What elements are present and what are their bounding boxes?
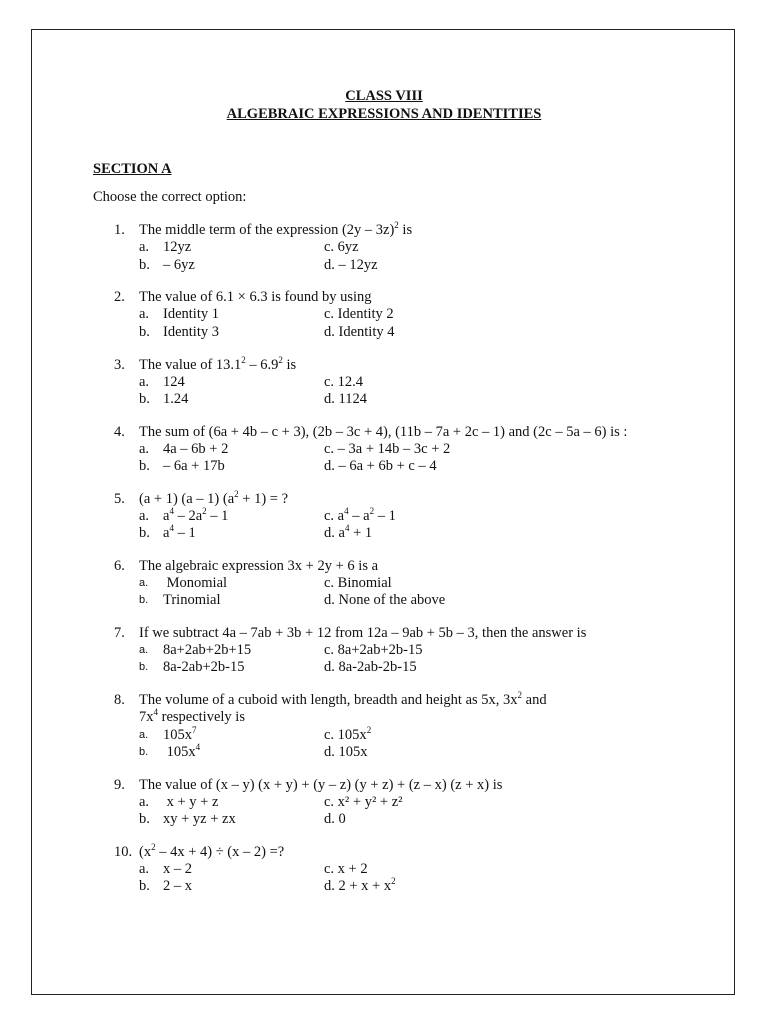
question-text: The value of $13.1^2 - 6.9^2$ is — [139, 355, 297, 373]
option-b-label: b. — [139, 257, 150, 273]
class-title: CLASS VIII — [345, 88, 423, 104]
question-text: The middle term of the expression (2y – 3z)$^2$ is — [139, 220, 413, 238]
option-b: 2 – x — [163, 878, 192, 894]
option-a-label: a. — [139, 239, 150, 255]
option-a-label: a. — [139, 729, 149, 741]
option-a-label: a. — [139, 794, 150, 810]
option-b-label: b. — [139, 324, 150, 340]
option-a: x + y + z — [163, 794, 219, 810]
option-d: d. $2 + x + x^2$ — [324, 876, 396, 894]
option-c: c. – 3a + 14b – 3c + 2 — [324, 441, 451, 457]
option-a: 8a+2ab+2b+15 — [163, 642, 252, 658]
option-c: c. x + 2 — [324, 861, 368, 877]
option-c: c. Binomial — [324, 575, 392, 591]
section-heading: SECTION A — [93, 161, 172, 177]
option-c: c. $105x^2$ — [324, 725, 372, 743]
question-number: 3. — [114, 357, 125, 373]
option-d: d. – 6a + 6b + c – 4 — [324, 458, 437, 474]
question-text: The value of (x – y) (x + y) + (y – z) (y + z) + (z – x) (z + x) is — [139, 777, 503, 793]
option-b: – 6a + 17b — [163, 458, 225, 474]
option-d: d. Identity 4 — [324, 324, 395, 340]
option-b: $a^4 - 1$ — [163, 523, 196, 541]
option-a-label: a. — [139, 306, 150, 322]
option-b: $105x^4$ — [163, 742, 201, 760]
option-a: Monomial — [163, 575, 228, 591]
option-b-label: b. — [139, 525, 150, 541]
option-c: c. $a^4 - a^2 - 1$ — [324, 506, 396, 524]
option-d: d. – 12yz — [324, 257, 378, 273]
option-b-label: b. — [139, 391, 150, 407]
option-a: Identity 1 — [163, 306, 219, 322]
option-a: x – 2 — [163, 861, 192, 877]
question-number: 9. — [114, 777, 125, 793]
option-c: c. x² + y² + z² — [324, 794, 403, 810]
option-b: 1.24 — [163, 391, 189, 407]
option-b-label: b. — [139, 746, 149, 758]
question-text: The volume of a cuboid with length, breadth and height as 5x, $3x^2$ and $7x^4$ respectively is — [139, 690, 547, 725]
option-a: 124 — [163, 374, 185, 390]
option-d: d. 1124 — [324, 391, 367, 407]
option-b: 8a-2ab+2b-15 — [163, 659, 245, 675]
question-number: 1. — [114, 222, 125, 238]
option-a-label: a. — [139, 374, 150, 390]
option-b: Identity 3 — [163, 324, 219, 340]
option-a-label: a. — [139, 441, 150, 457]
option-d: d. $a^4 + 1$ — [324, 523, 373, 541]
question-number: 2. — [114, 289, 125, 305]
option-c: c. 6yz — [324, 239, 359, 255]
option-a: $105x^7$ — [163, 725, 197, 743]
question-text: The value of 6.1 × 6.3 is found by using — [139, 289, 372, 305]
option-b-label: b. — [139, 458, 150, 474]
option-a: $a^4 - 2a^2 - 1$ — [163, 506, 229, 524]
question-number: 10. — [114, 844, 133, 860]
option-c: c. Identity 2 — [324, 306, 394, 322]
option-b-label: b. — [139, 878, 150, 894]
question-text: (a + 1) (a – 1) $(a^2 + 1)$ = ? — [139, 489, 289, 507]
option-a-label: a. — [139, 644, 149, 656]
question-number: 5. — [114, 491, 125, 507]
question-text: The sum of (6a + 4b – c + 3), (2b – 3c + 4), (11b – 7a + 2c – 1) and (2c – 5a – 6) is : — [139, 424, 628, 440]
option-b-label: b. — [139, 594, 149, 606]
question-number: 7. — [114, 625, 125, 641]
option-d: d. 105x — [324, 744, 368, 760]
option-d: d. None of the above — [324, 592, 446, 608]
question-text: The algebraic expression 3x + 2y + 6 is a — [139, 558, 379, 574]
option-a-label: a. — [139, 861, 150, 877]
option-b: Trinomial — [163, 592, 221, 608]
question-number: 6. — [114, 558, 125, 574]
option-a-label: a. — [139, 577, 149, 589]
option-c: c. 12.4 — [324, 374, 364, 390]
question-number: 4. — [114, 424, 125, 440]
option-b-label: b. — [139, 811, 150, 827]
option-b: xy + yz + zx — [163, 811, 236, 827]
option-c: c. 8a+2ab+2b-15 — [324, 642, 423, 658]
option-d: d. 0 — [324, 811, 346, 827]
option-a-label: a. — [139, 508, 150, 524]
question-number: 8. — [114, 692, 125, 708]
option-d: d. 8a-2ab-2b-15 — [324, 659, 417, 675]
option-b: – 6yz — [163, 257, 195, 273]
instruction-text: Choose the correct option: — [93, 189, 247, 205]
question-text: $(x^2 - 4x + 4) \div (x - 2)$ =? — [139, 842, 285, 860]
option-a: 4a – 6b + 2 — [163, 441, 229, 457]
option-a: 12yz — [163, 239, 192, 255]
question-text: If we subtract 4a – 7ab + 3b + 12 from 12a – 9ab + 5b – 3, then the answer is — [139, 625, 587, 641]
chapter-title: ALGEBRAIC EXPRESSIONS AND IDENTITIES — [226, 106, 542, 122]
option-b-label: b. — [139, 661, 149, 673]
